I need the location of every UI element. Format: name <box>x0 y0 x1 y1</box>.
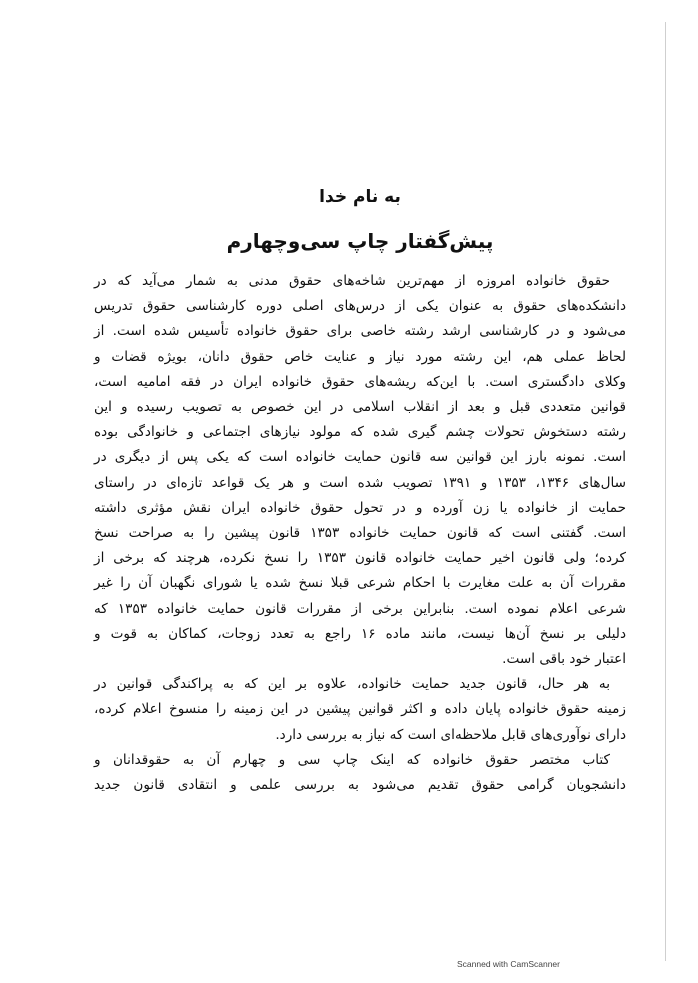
body-line: لحاظ عملی هم، این رشته مورد نیاز و عنایت خاص حقوق دانان، بویژه قضات و <box>94 348 626 365</box>
preface-heading: پیش‌گفتار چاپ سی‌وچهارم <box>226 229 494 253</box>
body-line: شرعی اعلام نموده است. بنابراین برخی از مقررات قانون حمایت خانواده ۱۳۵۳ که <box>94 600 626 617</box>
body-line: دانشکده‌های حقوق به عنوان یکی از درس‌های اصلی دوره کارشناسی حقوق تدریس <box>94 298 626 315</box>
body-line: حقوق خانواده امروزه از مهم‌ترین شاخه‌های حقوق مدنی به شمار می‌آید که در <box>94 273 610 289</box>
body-line: است. نمونه بارز این قوانین سه قانون حمایت خانواده است که یکی پس از دیگری در <box>94 449 626 466</box>
preface-body <box>94 269 626 798</box>
body-line: دلیلی بر نسخ آن‌ها نیست، مانند ماده ۱۶ راجع به تعدد زوجات، کماکان به قوت و <box>94 625 626 642</box>
body-line: اعتبار خود باقی است. <box>502 651 626 668</box>
body-line: می‌شود و در کارشناسی ارشد رشته خاصی برای حقوق خانواده تأسیس شده است. از <box>94 323 626 340</box>
body-line: دارای نوآوری‌های قابل ملاحظه‌ای است که نیاز به بررسی دارد. <box>275 726 626 743</box>
document-page <box>94 175 626 798</box>
body-line: وکلای دادگستری است. با این‌که ریشه‌های حقوق خانواده ایران در فقه امامیه است، <box>94 373 626 390</box>
body-line: رشته دستخوش تحولات چشم گیری شده که مولود نیازهای اجتماعی و خانوادگی بوده <box>94 424 626 441</box>
body-line: است. گفتنی است که قانون حمایت خانواده ۱۳۵۳ قانون پیشین را به صراحت نسخ <box>94 525 626 542</box>
body-line: کتاب مختصر حقوق خانواده که اینک چاپ سی و چهارم آن به حقوقدانان و <box>94 751 610 768</box>
page-title: به نام خدا <box>319 187 401 207</box>
body-line: حمایت از خانواده یا زن آورده و در تحول حقوق خانواده ایران نقش مؤثری داشته <box>94 499 626 516</box>
body-line: مقررات آن به علت مغایرت با احکام شرعی قبلا نسخ شده یا شورای نگهبان آن را غیر <box>94 575 626 592</box>
scanner-watermark: Scanned with CamScanner <box>456 959 560 969</box>
body-line: سال‌های ۱۳۴۶، ۱۳۵۳ و ۱۳۹۱ تصویب شده است و هر یک قواعد تازه‌ای در راستای <box>94 474 626 491</box>
body-line: به هر حال، قانون جدید حمایت خانواده، علاوه بر این که به پراکندگی قوانین در <box>94 676 610 693</box>
page-edge-line <box>665 22 666 961</box>
body-line: زمینه حقوق خانواده پایان داده و اکثر قوانین پیشین در این زمینه را منسوخ اعلام کرده، <box>94 701 626 718</box>
body-line: کرده؛ ولی قانون اخیر حمایت خانواده قانون ۱۳۵۳ را نسخ نکرده، هرچند که برخی از <box>94 550 627 567</box>
body-line: دانشجویان گرامی حقوق تقدیم می‌شود به بررسی علمی و انتقادی قانون جدید <box>94 777 626 794</box>
body-line: قوانین متعددی قبل و بعد از انقلاب اسلامی در این خصوص به تصویب رسیده و این <box>94 399 626 416</box>
